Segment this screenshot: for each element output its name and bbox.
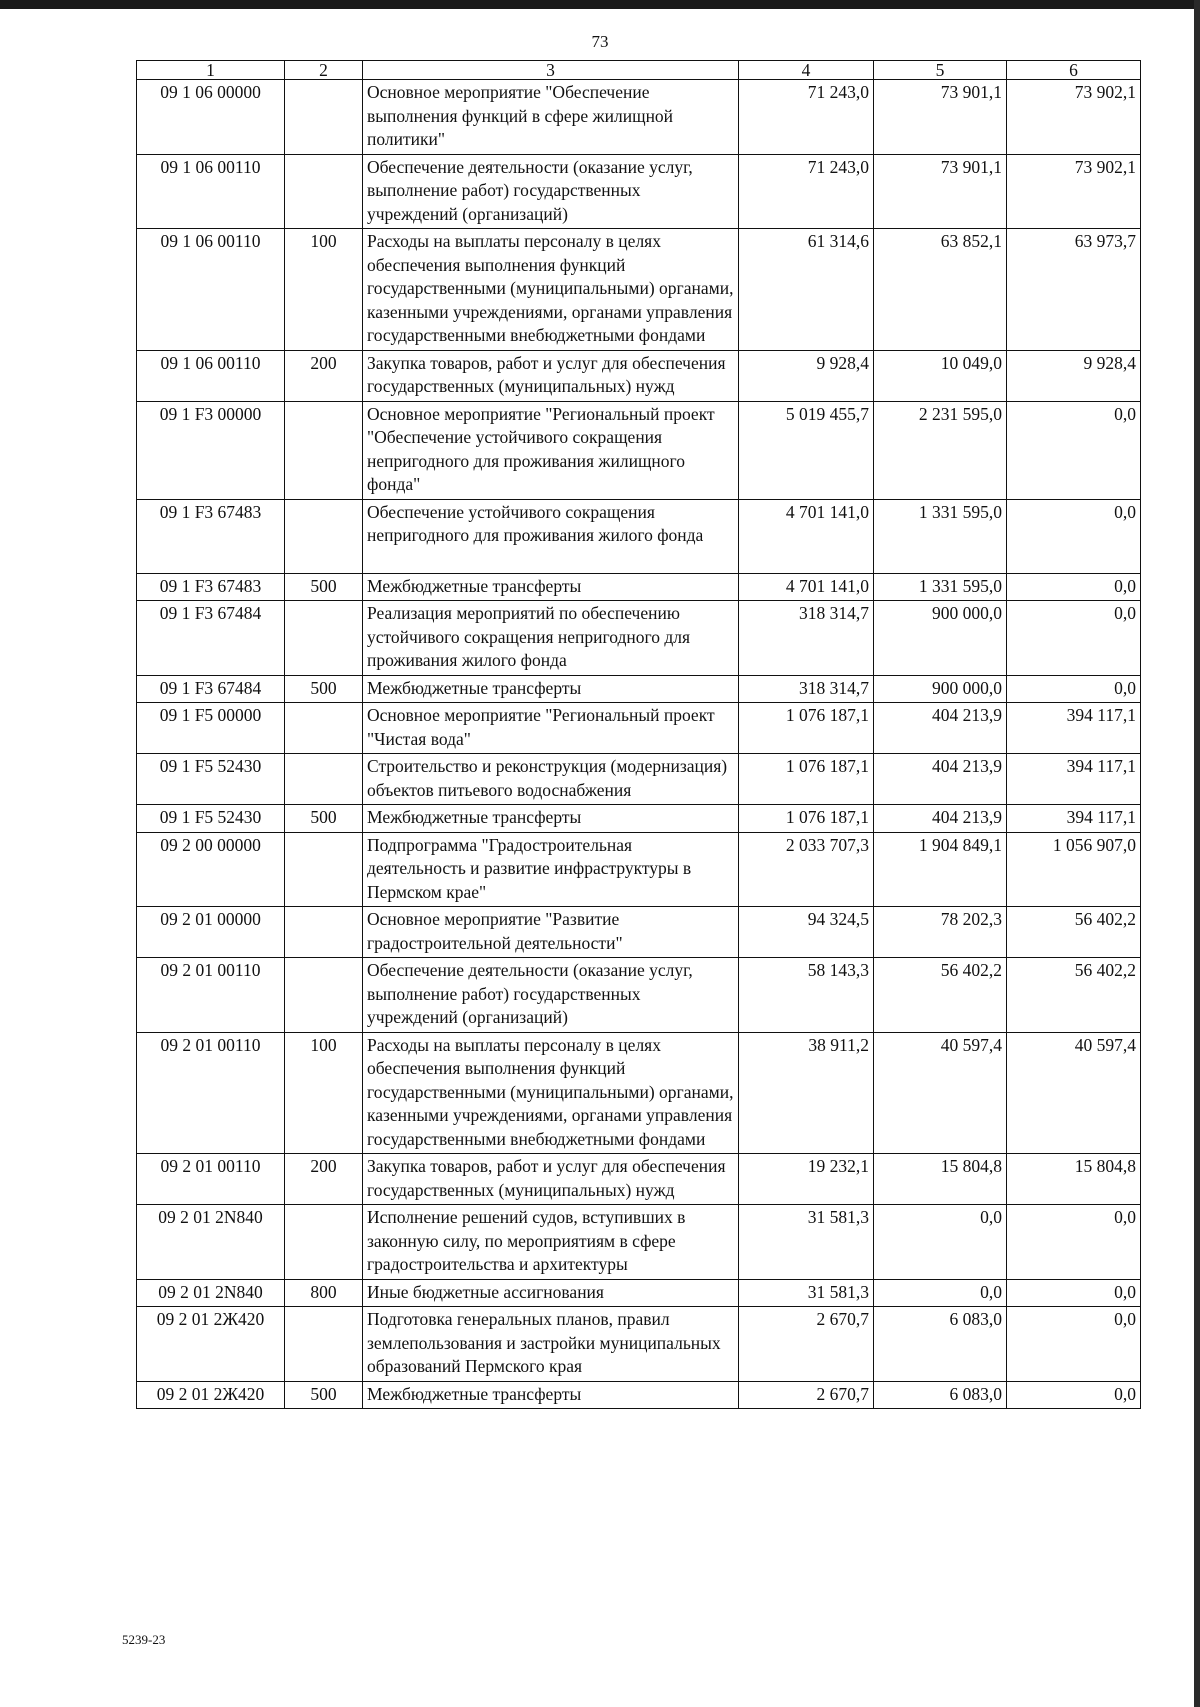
cell-value-col4: 1 076 187,1 [739,754,874,805]
cell-value-col4: 94 324,5 [739,907,874,958]
cell-code: 09 2 01 2Ж420 [137,1381,285,1409]
cell-expense-type [285,907,363,958]
cell-value-col5: 15 804,8 [874,1154,1007,1205]
table-row [137,229,1141,351]
cell-expense-type: 500 [285,805,363,833]
cell-code: 09 1 F3 00000 [137,401,285,499]
cell-code: 09 1 06 00110 [137,350,285,401]
cell-value-col6: 0,0 [1007,675,1141,703]
cell-value-col4: 5 019 455,7 [739,401,874,499]
cell-expense-type [285,832,363,907]
cell-value-col5: 63 852,1 [874,229,1007,351]
cell-expense-type [285,80,363,155]
cell-expense-type [285,958,363,1033]
table-row [137,1307,1141,1382]
cell-expense-type: 100 [285,229,363,351]
cell-name: Исполнение решений судов, вступивших в законную силу, по мероприятиям в сфере градостроительства и архитектуры [363,1205,739,1280]
cell-value-col6: 1 056 907,0 [1007,832,1141,907]
table-body [137,80,1141,1409]
cell-expense-type: 200 [285,350,363,401]
cell-value-col6: 0,0 [1007,1307,1141,1382]
cell-name: Межбюджетные трансферты [363,1381,739,1409]
cell-value-col5: 10 049,0 [874,350,1007,401]
page-number: 73 [591,32,609,51]
cell-value-col6: 0,0 [1007,601,1141,676]
cell-value-col4: 71 243,0 [739,80,874,155]
cell-value-col6: 40 597,4 [1007,1032,1141,1154]
cell-expense-type [285,154,363,229]
cell-value-col5: 73 901,1 [874,80,1007,155]
table-row [137,401,1141,499]
cell-value-col6: 394 117,1 [1007,754,1141,805]
cell-value-col5: 1 331 595,0 [874,573,1007,601]
cell-value-col6: 15 804,8 [1007,1154,1141,1205]
cell-value-col5: 40 597,4 [874,1032,1007,1154]
cell-value-col6: 0,0 [1007,1381,1141,1409]
table-row [137,958,1141,1033]
cell-value-col4: 2 033 707,3 [739,832,874,907]
cell-value-col5: 0,0 [874,1279,1007,1307]
cell-value-col5: 6 083,0 [874,1381,1007,1409]
cell-value-col6: 0,0 [1007,1205,1141,1280]
cell-value-col5: 900 000,0 [874,675,1007,703]
cell-name: Обеспечение деятельности (оказание услуг, выполнение работ) государственных учреждений (организаций) [363,958,739,1033]
cell-name: Основное мероприятие "Региональный проект "Чистая вода" [363,703,739,754]
cell-name: Расходы на выплаты персоналу в целях обеспечения выполнения функций государственными (муниципальными) органами, казенными учреждениями, органами управления государственными внебюджетными фондами [363,1032,739,1154]
cell-expense-type [285,401,363,499]
cell-name: Основное мероприятие "Развитие градостроительной деятельности" [363,907,739,958]
table-row [137,499,1141,573]
cell-name: Обеспечение деятельности (оказание услуг, выполнение работ) государственных учреждений (организаций) [363,154,739,229]
cell-code: 09 1 06 00110 [137,154,285,229]
cell-name: Обеспечение устойчивого сокращения непригодного для проживания жилого фонда [363,499,739,573]
table-row [137,805,1141,833]
table-row [137,754,1141,805]
cell-value-col6: 394 117,1 [1007,703,1141,754]
table-row [137,1381,1141,1409]
cell-value-col4: 1 076 187,1 [739,805,874,833]
cell-value-col5: 78 202,3 [874,907,1007,958]
table-row [137,80,1141,155]
cell-value-col6: 394 117,1 [1007,805,1141,833]
table-row [137,1154,1141,1205]
cell-expense-type [285,601,363,676]
cell-expense-type [285,703,363,754]
cell-name: Закупка товаров, работ и услуг для обеспечения государственных (муниципальных) нужд [363,350,739,401]
cell-value-col4: 4 701 141,0 [739,499,874,573]
cell-value-col5: 56 402,2 [874,958,1007,1033]
cell-name: Подготовка генеральных планов, правил землепользования и застройки муниципальных образований Пермского края [363,1307,739,1382]
header-col-3: 3 [363,61,739,80]
cell-value-col5: 404 213,9 [874,805,1007,833]
cell-name: Межбюджетные трансферты [363,675,739,703]
cell-code: 09 2 01 00000 [137,907,285,958]
cell-name: Расходы на выплаты персоналу в целях обеспечения выполнения функций государственными (муниципальными) органами, казенными учреждениями, органами управления государственными внебюджетными фондами [363,229,739,351]
cell-expense-type [285,1307,363,1382]
cell-expense-type [285,1205,363,1280]
table-row [137,832,1141,907]
cell-name: Основное мероприятие "Обеспечение выполнения функций в сфере жилищной политики" [363,80,739,155]
header-col-4: 4 [739,61,874,80]
cell-code: 09 1 F3 67483 [137,573,285,601]
table-row [137,675,1141,703]
cell-value-col6: 63 973,7 [1007,229,1141,351]
table-row [137,573,1141,601]
cell-code: 09 2 01 2N840 [137,1205,285,1280]
cell-name: Межбюджетные трансферты [363,573,739,601]
cell-value-col4: 318 314,7 [739,675,874,703]
scan-top-edge [0,0,1200,9]
cell-value-col5: 404 213,9 [874,703,1007,754]
cell-value-col4: 318 314,7 [739,601,874,676]
cell-value-col4: 71 243,0 [739,154,874,229]
cell-value-col4: 58 143,3 [739,958,874,1033]
cell-code: 09 1 F3 67484 [137,601,285,676]
cell-value-col4: 2 670,7 [739,1381,874,1409]
header-col-6: 6 [1007,61,1141,80]
cell-value-col5: 0,0 [874,1205,1007,1280]
cell-value-col4: 2 670,7 [739,1307,874,1382]
cell-expense-type: 100 [285,1032,363,1154]
cell-expense-type: 500 [285,573,363,601]
cell-value-col6: 73 902,1 [1007,154,1141,229]
cell-name: Строительство и реконструкция (модернизация) объектов питьевого водоснабжения [363,754,739,805]
cell-code: 09 2 01 00110 [137,1154,285,1205]
table-row [137,703,1141,754]
cell-name: Подпрограмма "Градостроительная деятельность и развитие инфраструктуры в Пермском крае" [363,832,739,907]
cell-value-col4: 19 232,1 [739,1154,874,1205]
cell-value-col5: 1 904 849,1 [874,832,1007,907]
cell-value-col6: 56 402,2 [1007,907,1141,958]
cell-code: 09 1 F3 67483 [137,499,285,573]
cell-value-col6: 56 402,2 [1007,958,1141,1033]
cell-value-col6: 73 902,1 [1007,80,1141,155]
cell-code: 09 2 01 2N840 [137,1279,285,1307]
cell-code: 09 1 06 00110 [137,229,285,351]
cell-code: 09 2 01 2Ж420 [137,1307,285,1382]
cell-code: 09 1 F5 52430 [137,805,285,833]
header-col-5: 5 [874,61,1007,80]
cell-expense-type: 500 [285,675,363,703]
cell-expense-type: 800 [285,1279,363,1307]
cell-name: Реализация мероприятий по обеспечению устойчивого сокращения непригодного для проживания жилого фонда [363,601,739,676]
cell-value-col4: 38 911,2 [739,1032,874,1154]
cell-name: Закупка товаров, работ и услуг для обеспечения государственных (муниципальных) нужд [363,1154,739,1205]
table-row [137,601,1141,676]
cell-value-col5: 6 083,0 [874,1307,1007,1382]
cell-value-col4: 9 928,4 [739,350,874,401]
cell-value-col4: 31 581,3 [739,1205,874,1280]
cell-expense-type [285,499,363,573]
cell-name: Основное мероприятие "Региональный проект "Обеспечение устойчивого сокращения непригодного для проживания жилищного фонда" [363,401,739,499]
cell-value-col6: 9 928,4 [1007,350,1141,401]
document-code: 5239-23 [122,1632,166,1647]
cell-code: 09 2 00 00000 [137,832,285,907]
cell-value-col6: 0,0 [1007,1279,1141,1307]
cell-value-col5: 404 213,9 [874,754,1007,805]
cell-value-col5: 1 331 595,0 [874,499,1007,573]
cell-code: 09 1 06 00000 [137,80,285,155]
cell-value-col6: 0,0 [1007,573,1141,601]
cell-value-col4: 4 701 141,0 [739,573,874,601]
table-row [137,1279,1141,1307]
cell-value-col4: 31 581,3 [739,1279,874,1307]
cell-code: 09 2 01 00110 [137,958,285,1033]
header-col-1: 1 [137,61,285,80]
cell-value-col4: 1 076 187,1 [739,703,874,754]
cell-name: Межбюджетные трансферты [363,805,739,833]
budget-table [136,60,1141,1409]
cell-code: 09 1 F3 67484 [137,675,285,703]
cell-expense-type: 200 [285,1154,363,1205]
scan-right-edge [1194,0,1200,1707]
cell-code: 09 2 01 00110 [137,1032,285,1154]
cell-value-col6: 0,0 [1007,401,1141,499]
table-row [137,907,1141,958]
table-header-row [137,61,1141,80]
cell-name: Иные бюджетные ассигнования [363,1279,739,1307]
cell-value-col6: 0,0 [1007,499,1141,573]
cell-value-col4: 61 314,6 [739,229,874,351]
cell-expense-type: 500 [285,1381,363,1409]
header-col-2: 2 [285,61,363,80]
cell-value-col5: 2 231 595,0 [874,401,1007,499]
table-row [137,1032,1141,1154]
table-row [137,154,1141,229]
cell-code: 09 1 F5 52430 [137,754,285,805]
cell-expense-type [285,754,363,805]
cell-value-col5: 900 000,0 [874,601,1007,676]
cell-value-col5: 73 901,1 [874,154,1007,229]
table-row [137,1205,1141,1280]
cell-code: 09 1 F5 00000 [137,703,285,754]
table-row [137,350,1141,401]
